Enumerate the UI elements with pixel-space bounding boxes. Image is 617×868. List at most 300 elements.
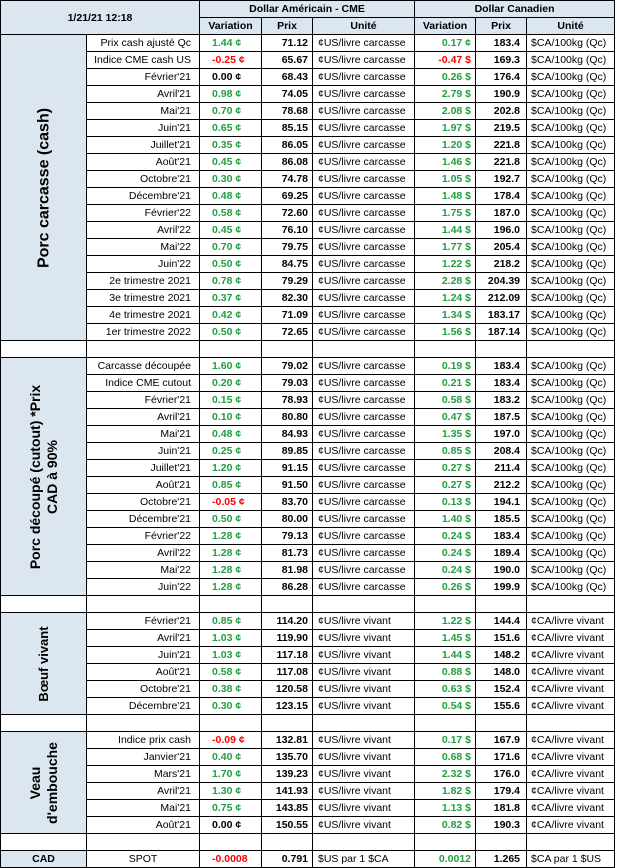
usd-price: 79.13 xyxy=(262,528,313,545)
cad-price: 187.5 xyxy=(476,409,527,426)
cad-unit: $CA/100kg (Qc) xyxy=(527,154,615,171)
row-label: Avril'22 xyxy=(87,222,200,239)
usd-price: 71.12 xyxy=(262,35,313,52)
cad-price: 196.0 xyxy=(476,222,527,239)
cad-price: 190.9 xyxy=(476,86,527,103)
usd-unit: ¢US/livre carcasse xyxy=(313,154,415,171)
cad-section-title: Dollar Canadien xyxy=(415,1,615,18)
usd-variation: 1.44 ¢ xyxy=(200,35,262,52)
row-label: Mai'21 xyxy=(87,426,200,443)
cad-variation: 0.21 $ xyxy=(415,375,476,392)
usd-unit: ¢US/livre vivant xyxy=(313,647,415,664)
cad-price: 218.2 xyxy=(476,256,527,273)
usd-variation: 0.65 ¢ xyxy=(200,120,262,137)
datetime-label: 1/21/21 12:18 xyxy=(1,1,200,35)
cad-variation-header: Variation xyxy=(415,18,476,35)
usd-unit: ¢US/livre carcasse xyxy=(313,188,415,205)
cad-unit: $CA par 1 $US xyxy=(527,851,615,868)
row-label: Juin'21 xyxy=(87,443,200,460)
usd-price: 86.28 xyxy=(262,579,313,596)
cad-variation: 0.58 $ xyxy=(415,392,476,409)
spacer-row xyxy=(1,341,615,358)
spacer-row xyxy=(1,596,615,613)
spacer-row xyxy=(1,834,615,851)
section-title xyxy=(36,626,52,701)
spacer-cell xyxy=(1,834,87,851)
usd-price: 150.55 xyxy=(262,817,313,834)
cad-unit: $CA/100kg (Qc) xyxy=(527,562,615,579)
usd-variation: 0.58 ¢ xyxy=(200,664,262,681)
cad-price: 187.14 xyxy=(476,324,527,341)
row-label: Juillet'21 xyxy=(87,137,200,154)
usd-price: 82.30 xyxy=(262,290,313,307)
row-label: Juin'22 xyxy=(87,579,200,596)
usd-unit: ¢US/livre carcasse xyxy=(313,205,415,222)
cad-price: 169.3 xyxy=(476,52,527,69)
usd-variation: 0.45 ¢ xyxy=(200,154,262,171)
table-row xyxy=(1,647,615,664)
spacer-cell xyxy=(313,341,415,358)
usd-unit: ¢US/livre carcasse xyxy=(313,358,415,375)
table-row xyxy=(1,732,615,749)
usd-variation: 0.30 ¢ xyxy=(200,171,262,188)
cad-price: 205.4 xyxy=(476,239,527,256)
section-title xyxy=(27,384,61,568)
table-row xyxy=(1,324,615,341)
spacer-cell xyxy=(313,596,415,613)
usd-unit: ¢US/livre vivant xyxy=(313,698,415,715)
usd-unit: ¢US/livre carcasse xyxy=(313,460,415,477)
row-label: Février'22 xyxy=(87,528,200,545)
row-label: Février'21 xyxy=(87,613,200,630)
usd-variation: 0.15 ¢ xyxy=(200,392,262,409)
usd-price: 143.85 xyxy=(262,800,313,817)
table-row xyxy=(1,120,615,137)
cad-unit-header: Unité xyxy=(527,18,615,35)
table-row xyxy=(1,273,615,290)
cad-unit: ¢CA/livre vivant xyxy=(527,698,615,715)
usd-unit: ¢US/livre vivant xyxy=(313,749,415,766)
spacer-cell xyxy=(527,341,615,358)
cad-price: 199.9 xyxy=(476,579,527,596)
usd-variation: 0.38 ¢ xyxy=(200,681,262,698)
usd-price: 85.15 xyxy=(262,120,313,137)
cad-price: 194.1 xyxy=(476,494,527,511)
row-label: 2e trimestre 2021 xyxy=(87,273,200,290)
cad-price: 190.0 xyxy=(476,562,527,579)
spacer-cell xyxy=(262,715,313,732)
cad-unit: $CA/100kg (Qc) xyxy=(527,188,615,205)
cad-variation: 0.24 $ xyxy=(415,528,476,545)
cad-unit: $CA/100kg (Qc) xyxy=(527,137,615,154)
usd-price-header: Prix xyxy=(262,18,313,35)
cad-variation: 0.85 $ xyxy=(415,443,476,460)
cad-variation: 0.26 $ xyxy=(415,69,476,86)
usd-price: 79.03 xyxy=(262,375,313,392)
usd-price: 68.43 xyxy=(262,69,313,86)
spacer-cell xyxy=(87,834,200,851)
usd-price: 78.68 xyxy=(262,103,313,120)
cad-variation: 1.48 $ xyxy=(415,188,476,205)
spacer-cell xyxy=(527,834,615,851)
usd-unit: ¢US/livre carcasse xyxy=(313,222,415,239)
cad-unit: ¢CA/livre vivant xyxy=(527,732,615,749)
section-title-line: d'embouche xyxy=(43,741,60,824)
spacer-cell xyxy=(476,596,527,613)
section-title-line: Porc découpé (cutout) *Prix xyxy=(26,384,43,569)
table-row xyxy=(1,426,615,443)
cad-price: 185.5 xyxy=(476,511,527,528)
usd-unit: ¢US/livre vivant xyxy=(313,664,415,681)
usd-price: 80.80 xyxy=(262,409,313,426)
row-label: 3e trimestre 2021 xyxy=(87,290,200,307)
row-label: Juillet'21 xyxy=(87,460,200,477)
row-label: Août'21 xyxy=(87,664,200,681)
usd-variation: 0.37 ¢ xyxy=(200,290,262,307)
cad-variation: 0.17 $ xyxy=(415,732,476,749)
usd-price: 141.93 xyxy=(262,783,313,800)
row-label: Mai'22 xyxy=(87,239,200,256)
usd-price: 76.10 xyxy=(262,222,313,239)
cad-price: 197.0 xyxy=(476,426,527,443)
row-label: Octobre'21 xyxy=(87,494,200,511)
table-row xyxy=(1,562,615,579)
cad-price: 190.3 xyxy=(476,817,527,834)
cad-price: 211.4 xyxy=(476,460,527,477)
usd-unit: ¢US/livre carcasse xyxy=(313,273,415,290)
cad-price: 181.8 xyxy=(476,800,527,817)
usd-unit: ¢US/livre carcasse xyxy=(313,426,415,443)
usd-variation: 1.28 ¢ xyxy=(200,528,262,545)
cad-variation: 0.26 $ xyxy=(415,579,476,596)
spacer-cell xyxy=(200,715,262,732)
usd-price: 120.58 xyxy=(262,681,313,698)
usd-price: 71.09 xyxy=(262,307,313,324)
row-label: Juin'21 xyxy=(87,120,200,137)
cad-variation: 1.35 $ xyxy=(415,426,476,443)
cad-variation: 2.32 $ xyxy=(415,766,476,783)
cad-price: 179.4 xyxy=(476,783,527,800)
usd-price: 81.98 xyxy=(262,562,313,579)
cad-unit: ¢CA/livre vivant xyxy=(527,749,615,766)
spacer-cell xyxy=(87,596,200,613)
cad-price: 1.265 xyxy=(476,851,527,868)
spacer-cell xyxy=(200,596,262,613)
cad-variation: 1.97 $ xyxy=(415,120,476,137)
usd-price: 84.75 xyxy=(262,256,313,273)
cad-unit: $CA/100kg (Qc) xyxy=(527,409,615,426)
usd-variation: 0.48 ¢ xyxy=(200,426,262,443)
section-title-line: CAD à 90% xyxy=(43,439,60,514)
table-row xyxy=(1,256,615,273)
usd-price: 139.23 xyxy=(262,766,313,783)
usd-variation: 0.40 ¢ xyxy=(200,749,262,766)
table-row xyxy=(1,392,615,409)
cad-variation: 0.19 $ xyxy=(415,358,476,375)
usd-price: 86.05 xyxy=(262,137,313,154)
usd-price: 114.20 xyxy=(262,613,313,630)
table-row xyxy=(1,749,615,766)
cad-price: 183.2 xyxy=(476,392,527,409)
row-label: Indice CME cutout xyxy=(87,375,200,392)
usd-unit: ¢US/livre vivant xyxy=(313,613,415,630)
usd-variation: -0.25 ¢ xyxy=(200,52,262,69)
usd-price: 72.60 xyxy=(262,205,313,222)
table-row xyxy=(1,613,615,630)
row-label: Avril'21 xyxy=(87,86,200,103)
cad-unit: $CA/100kg (Qc) xyxy=(527,443,615,460)
usd-price: 74.78 xyxy=(262,171,313,188)
spacer-cell xyxy=(415,596,476,613)
table-row xyxy=(1,69,615,86)
usd-price: 83.70 xyxy=(262,494,313,511)
cad-unit: $CA/100kg (Qc) xyxy=(527,69,615,86)
cad-variation: 2.08 $ xyxy=(415,103,476,120)
usd-price: 69.25 xyxy=(262,188,313,205)
cad-unit: ¢CA/livre vivant xyxy=(527,630,615,647)
row-label: Février'21 xyxy=(87,69,200,86)
usd-unit: ¢US/livre vivant xyxy=(313,681,415,698)
cad-variation: 2.79 $ xyxy=(415,86,476,103)
cad-variation: 1.40 $ xyxy=(415,511,476,528)
row-label: Avril'22 xyxy=(87,545,200,562)
usd-variation: -0.0008 xyxy=(200,851,262,868)
cad-title: CAD xyxy=(1,851,87,868)
cad-price: 221.8 xyxy=(476,154,527,171)
usd-variation: 0.25 ¢ xyxy=(200,443,262,460)
cad-variation: 1.44 $ xyxy=(415,647,476,664)
cad-unit: $CA/100kg (Qc) xyxy=(527,392,615,409)
cad-variation: 0.27 $ xyxy=(415,460,476,477)
table-body xyxy=(1,1,615,868)
usd-unit: ¢US/livre carcasse xyxy=(313,256,415,273)
usd-price: 132.81 xyxy=(262,732,313,749)
spacer-cell xyxy=(1,715,87,732)
table-row xyxy=(1,290,615,307)
cad-price: 183.4 xyxy=(476,358,527,375)
usd-price: 123.15 xyxy=(262,698,313,715)
cad-price: 221.8 xyxy=(476,137,527,154)
cad-variation: 1.77 $ xyxy=(415,239,476,256)
usd-variation: 1.60 ¢ xyxy=(200,358,262,375)
usd-variation: 1.70 ¢ xyxy=(200,766,262,783)
usd-variation: 1.28 ¢ xyxy=(200,545,262,562)
cad-price-header: Prix xyxy=(476,18,527,35)
table-row xyxy=(1,817,615,834)
cad-unit: $CA/100kg (Qc) xyxy=(527,86,615,103)
cad-unit: $CA/100kg (Qc) xyxy=(527,120,615,137)
spacer-cell xyxy=(87,715,200,732)
cad-variation: 0.24 $ xyxy=(415,562,476,579)
section-title-line: Porc carcasse (cash) xyxy=(34,107,52,268)
table-row xyxy=(1,630,615,647)
section-title-cell xyxy=(1,613,87,715)
cad-price: 183.4 xyxy=(476,35,527,52)
cad-price: 183.17 xyxy=(476,307,527,324)
cad-unit: ¢CA/livre vivant xyxy=(527,817,615,834)
table-row xyxy=(1,579,615,596)
usd-unit: ¢US/livre vivant xyxy=(313,630,415,647)
cad-unit: $CA/100kg (Qc) xyxy=(527,324,615,341)
usd-unit: $US par 1 $CA xyxy=(313,851,415,868)
row-label: Octobre'21 xyxy=(87,681,200,698)
table-row xyxy=(1,766,615,783)
usd-variation: 0.50 ¢ xyxy=(200,256,262,273)
usd-unit: ¢US/livre carcasse xyxy=(313,443,415,460)
usd-price: 89.85 xyxy=(262,443,313,460)
table-row xyxy=(1,205,615,222)
row-label: Août'21 xyxy=(87,817,200,834)
row-label: Décembre'21 xyxy=(87,698,200,715)
usd-price: 86.08 xyxy=(262,154,313,171)
spacer-cell xyxy=(262,341,313,358)
cad-unit: $CA/100kg (Qc) xyxy=(527,307,615,324)
cad-variation: 1.05 $ xyxy=(415,171,476,188)
usd-variation: 0.42 ¢ xyxy=(200,307,262,324)
cad-unit: $CA/100kg (Qc) xyxy=(527,273,615,290)
table-row xyxy=(1,375,615,392)
cad-unit: $CA/100kg (Qc) xyxy=(527,222,615,239)
spacer-cell xyxy=(200,834,262,851)
cad-unit: $CA/100kg (Qc) xyxy=(527,545,615,562)
cad-price: 167.9 xyxy=(476,732,527,749)
spacer-cell xyxy=(476,715,527,732)
cad-price: 189.4 xyxy=(476,545,527,562)
spacer-cell xyxy=(476,341,527,358)
table-row xyxy=(1,511,615,528)
cad-unit: ¢CA/livre vivant xyxy=(527,766,615,783)
section-title-cell xyxy=(1,358,87,596)
table-row xyxy=(1,528,615,545)
usd-unit: ¢US/livre vivant xyxy=(313,766,415,783)
usd-unit: ¢US/livre vivant xyxy=(313,783,415,800)
table-row xyxy=(1,239,615,256)
row-label: Août'21 xyxy=(87,154,200,171)
usd-variation: 0.20 ¢ xyxy=(200,375,262,392)
table-row xyxy=(1,171,615,188)
cad-variation: 0.82 $ xyxy=(415,817,476,834)
usd-variation: 0.50 ¢ xyxy=(200,324,262,341)
spacer-cell xyxy=(313,834,415,851)
cad-variation: 1.45 $ xyxy=(415,630,476,647)
cad-variation: 0.88 $ xyxy=(415,664,476,681)
table-row xyxy=(1,86,615,103)
usd-variation: 1.20 ¢ xyxy=(200,460,262,477)
usd-unit: ¢US/livre carcasse xyxy=(313,35,415,52)
usd-unit: ¢US/livre carcasse xyxy=(313,562,415,579)
cad-price: 171.6 xyxy=(476,749,527,766)
usd-variation: 0.78 ¢ xyxy=(200,273,262,290)
usd-unit: ¢US/livre carcasse xyxy=(313,137,415,154)
cad-variation: -0.47 $ xyxy=(415,52,476,69)
row-label: 4e trimestre 2021 xyxy=(87,307,200,324)
usd-price: 72.65 xyxy=(262,324,313,341)
table-row xyxy=(1,409,615,426)
usd-variation: 0.70 ¢ xyxy=(200,103,262,120)
table-row xyxy=(1,52,615,69)
cad-variation: 2.28 $ xyxy=(415,273,476,290)
row-label: Décembre'21 xyxy=(87,188,200,205)
cad-unit: ¢CA/livre vivant xyxy=(527,681,615,698)
usd-variation: 0.30 ¢ xyxy=(200,698,262,715)
usd-unit: ¢US/livre carcasse xyxy=(313,392,415,409)
row-label: Février'21 xyxy=(87,392,200,409)
usd-price: 79.75 xyxy=(262,239,313,256)
usd-price: 81.73 xyxy=(262,545,313,562)
section-title-line: Veau xyxy=(26,766,43,799)
cad-variation: 0.68 $ xyxy=(415,749,476,766)
cad-variation: 1.20 $ xyxy=(415,137,476,154)
usd-unit: ¢US/livre carcasse xyxy=(313,324,415,341)
cad-variation: 1.44 $ xyxy=(415,222,476,239)
cad-spot-row xyxy=(1,851,615,868)
row-label: Mai'21 xyxy=(87,103,200,120)
usd-unit: ¢US/livre carcasse xyxy=(313,103,415,120)
usd-unit: ¢US/livre carcasse xyxy=(313,52,415,69)
cad-variation: 0.0012 xyxy=(415,851,476,868)
cad-price: 212.09 xyxy=(476,290,527,307)
cad-price: 192.7 xyxy=(476,171,527,188)
row-label: Juin'21 xyxy=(87,647,200,664)
cad-price: 176.4 xyxy=(476,69,527,86)
row-label: Décembre'21 xyxy=(87,511,200,528)
cad-unit: ¢CA/livre vivant xyxy=(527,783,615,800)
cad-price: 204.39 xyxy=(476,273,527,290)
usd-unit: ¢US/livre vivant xyxy=(313,800,415,817)
cad-price: 178.4 xyxy=(476,188,527,205)
usd-price: 91.50 xyxy=(262,477,313,494)
usd-variation: 0.75 ¢ xyxy=(200,800,262,817)
cad-unit: $CA/100kg (Qc) xyxy=(527,477,615,494)
cad-variation: 0.17 ¢ xyxy=(415,35,476,52)
usd-price: 79.29 xyxy=(262,273,313,290)
cad-price: 176.0 xyxy=(476,766,527,783)
cad-unit: $CA/100kg (Qc) xyxy=(527,103,615,120)
usd-unit: ¢US/livre carcasse xyxy=(313,171,415,188)
usd-variation: -0.05 ¢ xyxy=(200,494,262,511)
usd-unit: ¢US/livre carcasse xyxy=(313,511,415,528)
section-title xyxy=(34,107,53,267)
usd-variation: 0.58 ¢ xyxy=(200,205,262,222)
spacer-cell xyxy=(415,834,476,851)
cad-variation: 1.46 $ xyxy=(415,154,476,171)
cad-unit: $CA/100kg (Qc) xyxy=(527,239,615,256)
table-row xyxy=(1,681,615,698)
cad-price: 212.2 xyxy=(476,477,527,494)
row-label: Indice CME cash US xyxy=(87,52,200,69)
table-row xyxy=(1,222,615,239)
table-row xyxy=(1,698,615,715)
spacer-cell xyxy=(527,596,615,613)
cad-unit: $CA/100kg (Qc) xyxy=(527,35,615,52)
cad-price: 187.0 xyxy=(476,205,527,222)
usd-variation: -0.09 ¢ xyxy=(200,732,262,749)
usd-variation: 0.00 ¢ xyxy=(200,69,262,86)
usd-unit: ¢US/livre carcasse xyxy=(313,528,415,545)
cad-unit: $CA/100kg (Qc) xyxy=(527,460,615,477)
usd-variation: 0.10 ¢ xyxy=(200,409,262,426)
spacer-cell xyxy=(1,596,87,613)
usd-variation: 0.45 ¢ xyxy=(200,222,262,239)
spacer-row xyxy=(1,715,615,732)
cad-variation: 1.22 $ xyxy=(415,256,476,273)
cad-variation: 1.22 $ xyxy=(415,613,476,630)
table-row xyxy=(1,443,615,460)
usd-price: 91.15 xyxy=(262,460,313,477)
spacer-cell xyxy=(87,341,200,358)
cad-price: 152.4 xyxy=(476,681,527,698)
cad-price: 219.5 xyxy=(476,120,527,137)
